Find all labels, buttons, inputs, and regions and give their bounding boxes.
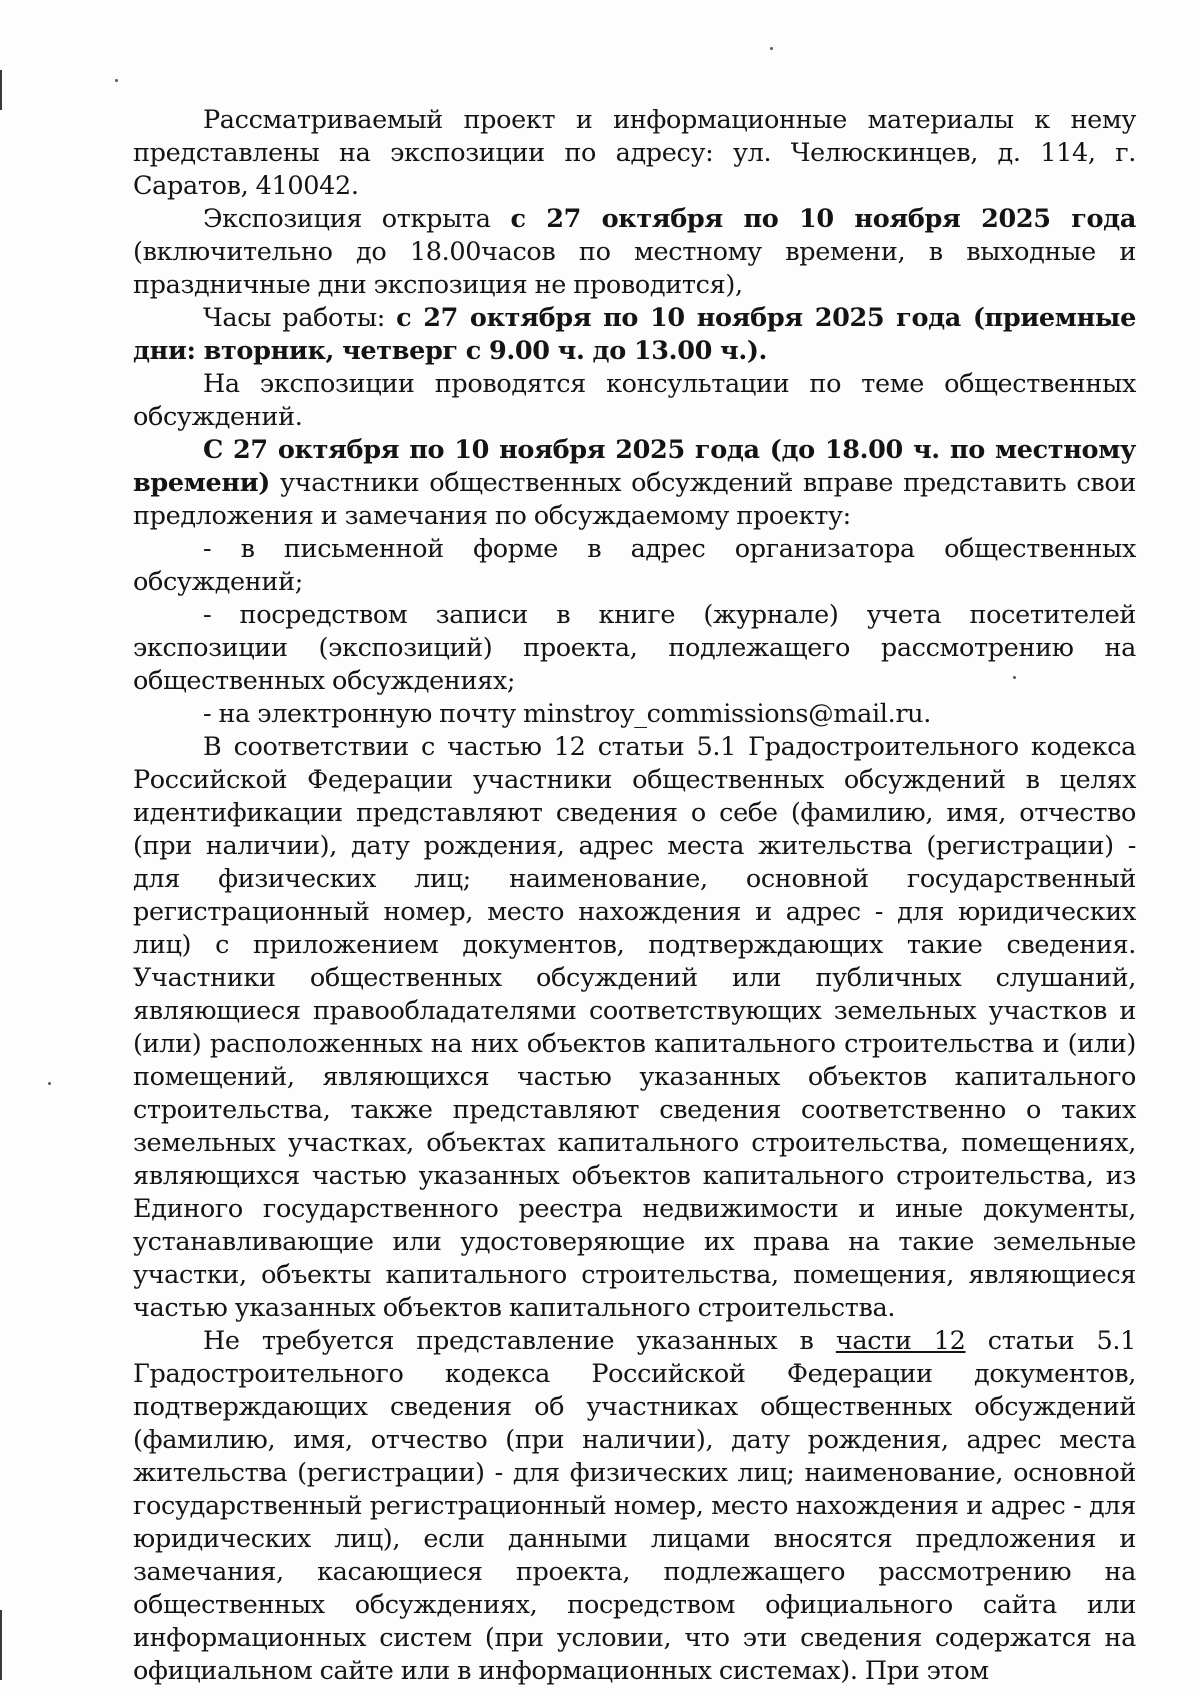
text-run: Рассматриваемый проект и информационные материалы к нему представлены на экспозиции по адресу: ул. Челюскинцев, д. 114, г. Саратов, 410042. [133, 105, 1136, 201]
paragraph-not-required [133, 1325, 1136, 1688]
scan-speck [48, 1082, 51, 1085]
paragraph-working-hours [133, 302, 1136, 368]
list-item-visitor-book [133, 599, 1136, 698]
text-run: статьи 5.1 Градостроительного кодекса Российской Федерации документов, подтверждающих сведения об участниках общественных обсуждений (фамилию, имя, отчество (при наличии), дату рождения, адрес места жительства (регистрации) - для физических лиц; наименование, основной государственный регистрационный номер, место нахождения и адрес - для юридических лиц), если данными лицами вносятся предложения и замечания, касающиеся проекта, подлежащего рассмотрению на общественных обсуждениях, посредством официального сайта или информационных систем (при условии, что эти сведения содержатся на официальном сайте или в информационных системах). При этом [133, 1326, 1137, 1686]
list-item-email [133, 698, 1136, 731]
text-run: Часы работы: [203, 303, 397, 333]
scan-speck [115, 79, 118, 82]
paragraph-identification [133, 731, 1136, 1325]
bold-run-period: С 27 октября по 10 ноября 2025 года (до 18.00 ч. по местному времени) [133, 435, 1136, 498]
text-run: - посредством записи в книге (журнале) учета посетителей экспозиции (экспозиций) проекта, подлежащего рассмотрению на общественных обсуждениях; [133, 600, 1136, 696]
text-run: участники общественных обсуждений вправе представить свои предложения и замечания по обсуждаемому проекту: [133, 468, 1136, 531]
text-run: В соответствии с частью 12 статьи 5.1 Градостроительного кодекса Российской Федерации участники общественных обсуждений в целях идентификации представляют сведения о себе (фамилию, имя, отчество (при наличии), дату рождения, адрес места жительства (регистрации) - для физических лиц; наименование, основной государственный регистрационный номер, место нахождения и адрес - для юридических лиц) с приложением документов, подтверждающих такие сведения. Участники общественных обсуждений или публичных слушаний, являющиеся правообладателями соответствующих земельных участков и (или) расположенных на них объектов капитального строительства и (или) помещений, являющихся частью указанных объектов капитального строительства, также представляют сведения соответственно о таких земельных участках, объектах капитального строительства, помещениях, являющихся частью указанных объектов капитального строительства, из Единого государственного реестра недвижимости и иные документы, устанавливающие или удостоверяющие их права на такие земельные участки, объекты капитального строительства, помещения, являющиеся частью указанных объектов капитального строительства. [133, 732, 1136, 1323]
text-run: Не требуется представление указанных в [203, 1326, 836, 1356]
underlined-reference: части 12 [835, 1326, 966, 1356]
scan-edge-mark [0, 1610, 2, 1680]
text-run: На экспозиции проводятся консультации по теме общественных обсуждений. [133, 369, 1136, 432]
paragraph-consultations [133, 368, 1136, 434]
text-run: - в письменной форме в адрес организатора общественных обсуждений; [133, 534, 1136, 597]
paragraph-submission-period [133, 434, 1136, 533]
text-run: Экспозиция открыта [203, 204, 511, 234]
text-run: - на электронную почту minstroy_commissions@mail.ru. [203, 699, 931, 729]
scan-edge-mark [0, 70, 2, 110]
paragraph-exposition-open [133, 203, 1136, 302]
paragraph-exposition-address [133, 104, 1136, 203]
bold-run-dates: с 27 октября по 10 ноября 2025 года [510, 204, 1136, 234]
list-item-written-form [133, 533, 1136, 599]
scan-speck [770, 47, 773, 50]
bold-run-hours: с 27 октября по 10 ноября 2025 года (приемные дни: вторник, четверг с 9.00 ч. до 13.00 ч.). [133, 303, 1136, 366]
text-run: (включительно до 18.00часов по местному времени, в выходные и праздничные дни экспозиция не проводится), [133, 237, 1136, 300]
document-body [133, 104, 1136, 1688]
